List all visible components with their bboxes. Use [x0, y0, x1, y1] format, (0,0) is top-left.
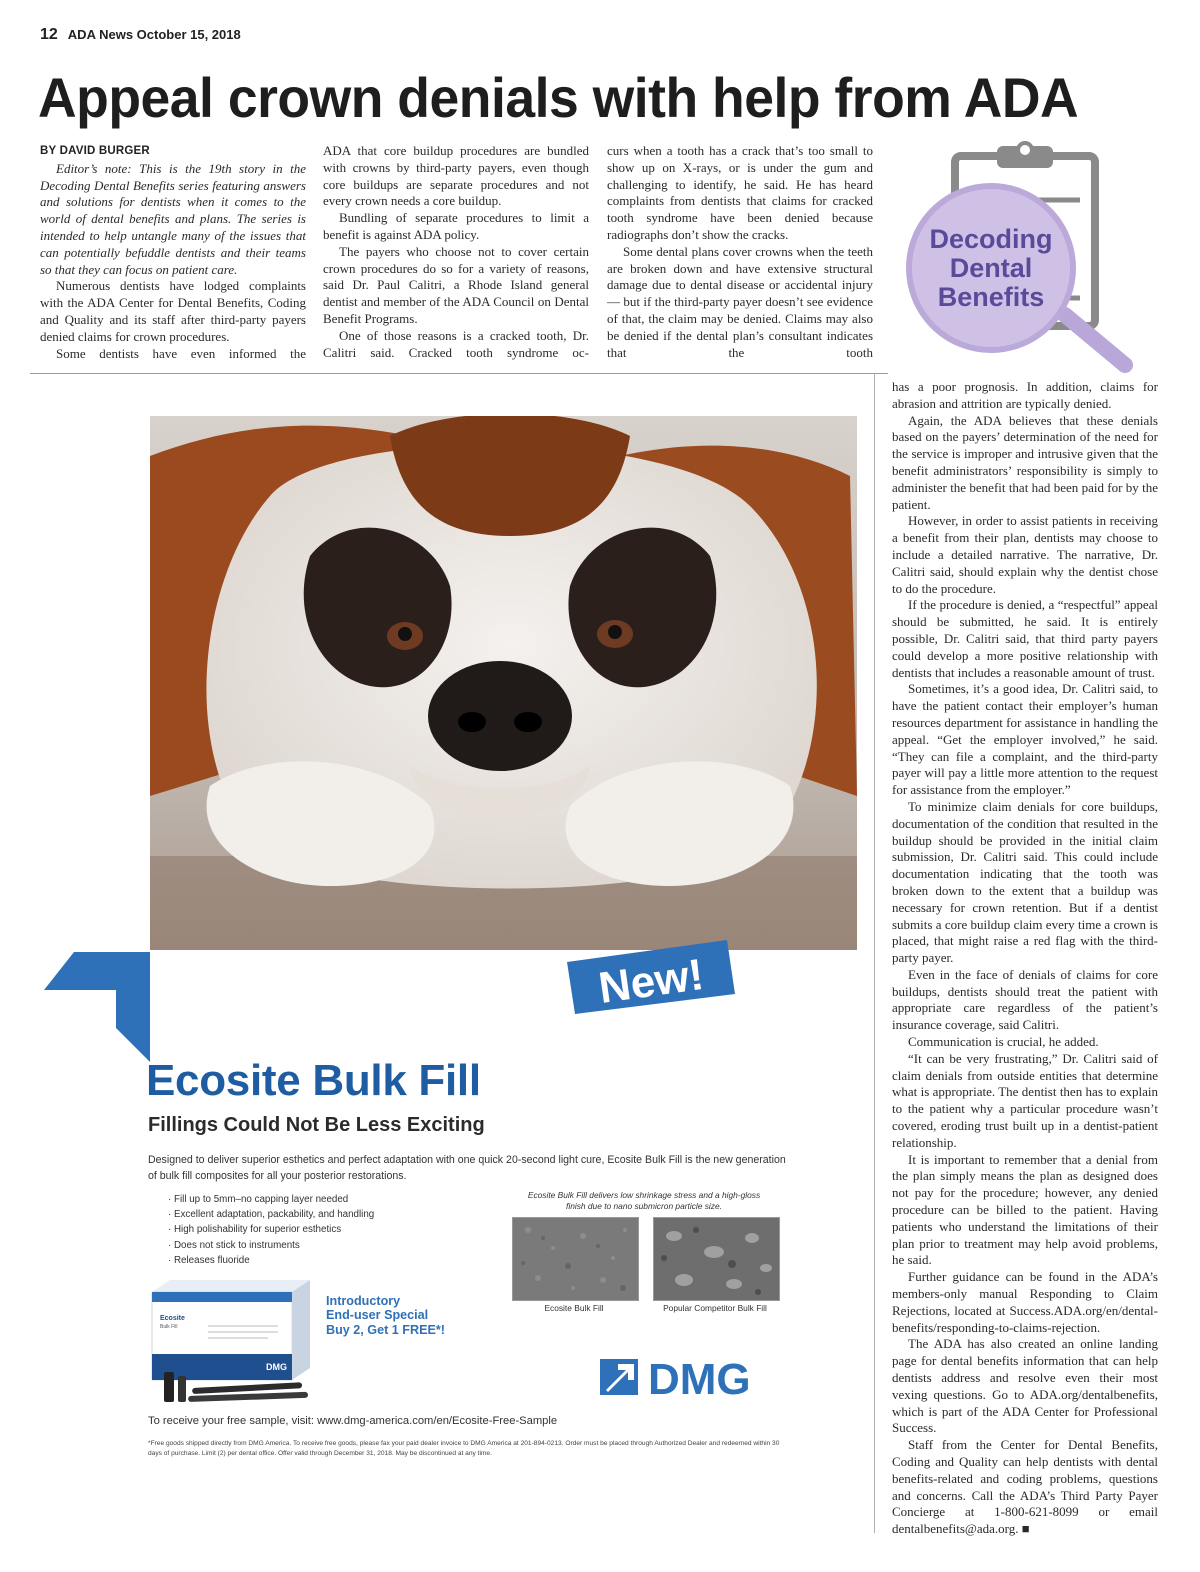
decoding-dental-benefits-logo — [905, 140, 1140, 375]
article-column-1 — [40, 143, 306, 362]
paragraph: Further guidance can be found in the ADA’s members-only manual Responding to Claim Rejections, located at Success.ADA.org/en/dental-benefits/responding-to-claims-rejection. — [892, 1269, 1158, 1335]
logo-line-3: Benefits — [937, 282, 1045, 312]
dog-photo — [150, 416, 857, 950]
column-divider — [874, 373, 875, 1533]
article-column-2 — [323, 143, 589, 361]
byline: BY DAVID BURGER — [40, 145, 150, 157]
list-item: · Excellent adaptation, packability, and handling — [168, 1207, 374, 1222]
micrograph-label-competitor: Popular Competitor Bulk Fill — [663, 1303, 767, 1313]
paragraph: Numerous dentists have lodged complaints with the ADA Center for Dental Benefits, Coding and Quality and its staff after third-party payers denied claims for crown procedures. — [40, 278, 306, 344]
paragraph: Again, the ADA believes that these denials based on the payers’ determination of the need for the service is improper and intrusive given that the benefit administrators’ responsibility is simply to administer the benefit that had been paid for by the patient. — [892, 412, 1158, 512]
dmg-logo — [600, 1356, 780, 1398]
list-item: · Does not stick to instruments — [168, 1238, 374, 1253]
page-folio — [40, 26, 241, 44]
package-brand: DMG — [266, 1362, 287, 1372]
editors-note-label: Editor’s note: — [56, 160, 132, 176]
paragraph: One of those reasons is a cracked tooth, Dr. Calitri said. Cracked tooth syndrome oc- — [323, 327, 589, 360]
paragraph: It is important to remember that a denial from the plan simply means the plan as designed does not pay for the procedure; however, any denied procedure can be billed to the patient. Having patients who understand the limitations of their plan prior to treatment may help avoid problems, he said. — [892, 1151, 1158, 1268]
promo-line: End-user Special — [326, 1308, 429, 1323]
dmg-wordmark: DMG — [648, 1356, 751, 1398]
paragraph: Staff from the Center for Dental Benefits, Coding and Quality can help dentists with dental benefits-related and coding problems, questions and concerns. Call the ADA’s Third Party Payer Concierge at 1-800-621-8099 or email dentalbenefits@ada.org. ■ — [892, 1437, 1158, 1537]
page-number: 12 — [40, 26, 58, 43]
paragraph: Some dentists have even informed the — [56, 345, 306, 361]
sample-url: To receive your free sample, visit: www.dmg-america.com/en/Ecosite-Free-Sample — [148, 1415, 558, 1427]
paragraph: Sometimes, it’s a good idea, Dr. Calitri said, to have the patient contact their employer’s human resources department for assistance in handling the appeal. “Get the employer involved,” he said. “They can file a complaint, and the third-party payer will pay a little more attention to the request for assistance from the employer.” — [892, 681, 1158, 798]
editors-note-text: This is the 19th story in the Decoding Dental Benefits series featuring answers and solutions for dentists when it comes to the world of dental benefits and plans. The series is intended to help untangle many of the issues that can potentially befuddle dentists and their teams so that they can focus on patient care. — [40, 160, 307, 277]
ad-feature-list — [168, 1192, 374, 1268]
package-subname: Bulk Fill — [160, 1324, 178, 1330]
paragraph: The ADA has also created an online landing page for dental benefits information that can help dentists address and resolve even their most vexing questions. Go to ADA.org/dentalbenefits, which is part of the ADA Center for Professional Success. — [892, 1336, 1158, 1436]
list-item: · Fill up to 5mm–no capping layer needed — [168, 1192, 374, 1207]
product-package-image — [148, 1276, 318, 1408]
list-item: · Releases fluoride — [168, 1253, 374, 1268]
ad-subtitle: Fillings Could Not Be Less Exciting — [148, 1114, 485, 1136]
paragraph: The payers who choose not to cover certain crown procedures do so for a variety of reasons, said Dr. Paul Calitri, a Rhode Island general dentist and member of the ADA Council on Dental Benefit Programs. — [323, 243, 589, 326]
paragraph: ADA that core buildup procedures are bundled with crowns by third-party payers, even though core buildups are separate procedures and not every crown needs a core buildup. — [323, 143, 589, 209]
micrograph-ecosite — [512, 1217, 639, 1301]
package-name: Ecosite — [160, 1315, 185, 1322]
fine-print: *Free goods shipped directly from DMG America. To receive free goods, please fax your paid dealer invoice to DMG America at 201-894-0213. Order must be placed through Authorized Dealer and redeemed within 30 days of purchase. Limit (2) per dental office. Offer valid through December 31, 2018. May be discontinued at any time. — [148, 1440, 780, 1457]
ad-border-top — [30, 373, 888, 374]
micrograph-caption: Ecosite Bulk Fill delivers low shrinkage stress and a high-gloss finish due to nano submicron particle size. — [527, 1190, 761, 1211]
paragraph: Bundling of separate procedures to limit a benefit is against ADA policy. — [323, 210, 589, 242]
corner-accent — [44, 952, 150, 1062]
article-column-3 — [607, 143, 873, 361]
paragraph: “It can be very frustrating,” Dr. Calitri said of claim denials from outside entities that determine what is appropriate. The dentist then has to explain to the patient why a particular procedure wasn’t covered, eroding trust built up in a dentist-patient relationship. — [892, 1050, 1158, 1150]
micrograph-competitor — [653, 1217, 780, 1301]
ad-description: Designed to deliver superior esthetics and perfect adaptation with one quick 20-second light cure, Ecosite Bulk Fill is the new generation of bulk fill composites for all your posterior restorations. — [148, 1154, 786, 1182]
publication-date: ADA News October 15, 2018 — [67, 27, 241, 42]
paragraph: To minimize claim denials for core buildups, documentation of the condition that resulted in the buildup should be provided in the initial claim submission, Dr. Calitri said. This could include documentation indicating that the tooth was broken down to the extent that a buildup was necessary for crown retention. But if a dentist submits a core buildup claim every time a crown is placed, that might raise a red flag with the third-party payer. — [892, 798, 1158, 966]
list-item: · High polishability for superior esthetics — [168, 1222, 374, 1237]
new-badge-text: New! — [595, 949, 707, 1014]
promo-line: Introductory — [326, 1294, 401, 1308]
article-column-4 — [892, 379, 1158, 1538]
paragraph: However, in order to assist patients in receiving a benefit from their plan, dentists may choose to include a detailed narrative. The narrative, Dr. Calitri said, should explain why the dentist chose to do the procedure. — [892, 513, 1158, 596]
headline: Appeal crown denials with help from ADA — [38, 66, 1079, 129]
paragraph: Some dental plans cover crowns when the teeth are broken down and have extensive structural damage due to dental disease or accidental injury — but if the third-party payer doesn’t see evidence of that, the claim may be denied. Claims may also be denied if the dental plan’s consultant indicates that the tooth — [607, 243, 873, 360]
logo-line-2: Dental — [949, 253, 1033, 283]
paragraph: Communication is crucial, he added. — [908, 1034, 1099, 1050]
paragraph: has a poor prognosis. In addition, claims for abrasion and attrition are typically denied. — [892, 379, 1158, 411]
micrograph-label-ecosite: Ecosite Bulk Fill — [544, 1303, 604, 1313]
ad-product-title: Ecosite Bulk Fill — [146, 1056, 481, 1105]
paragraph: curs when a tooth has a crack that’s too small to show up on X-rays, or is under the gum and challenging to identify, he said. He has heard complaints from dentists that claims for cracked tooth syndrome have been denied because radiographs don’t show the cracks. — [607, 143, 873, 242]
logo-line-1: Decoding — [929, 224, 1053, 254]
paragraph: Even in the face of denials of claims for core buildups, dentists should treat the patient with appropriate care regardless of the patient’s insurance coverage, said Calitri. — [892, 966, 1158, 1033]
promo-line: Buy 2, Get 1 FREE*! — [326, 1322, 445, 1337]
paragraph: If the procedure is denied, a “respectful” appeal should be submitted, he said. It is entirely possible, Dr. Calitri said, that third party payers could develop a more positive relationship with dentists that includes a reasonable amount of trust. — [892, 597, 1158, 680]
editors-note — [40, 161, 306, 279]
new-badge — [567, 940, 735, 1014]
promo-offer — [326, 1294, 445, 1337]
